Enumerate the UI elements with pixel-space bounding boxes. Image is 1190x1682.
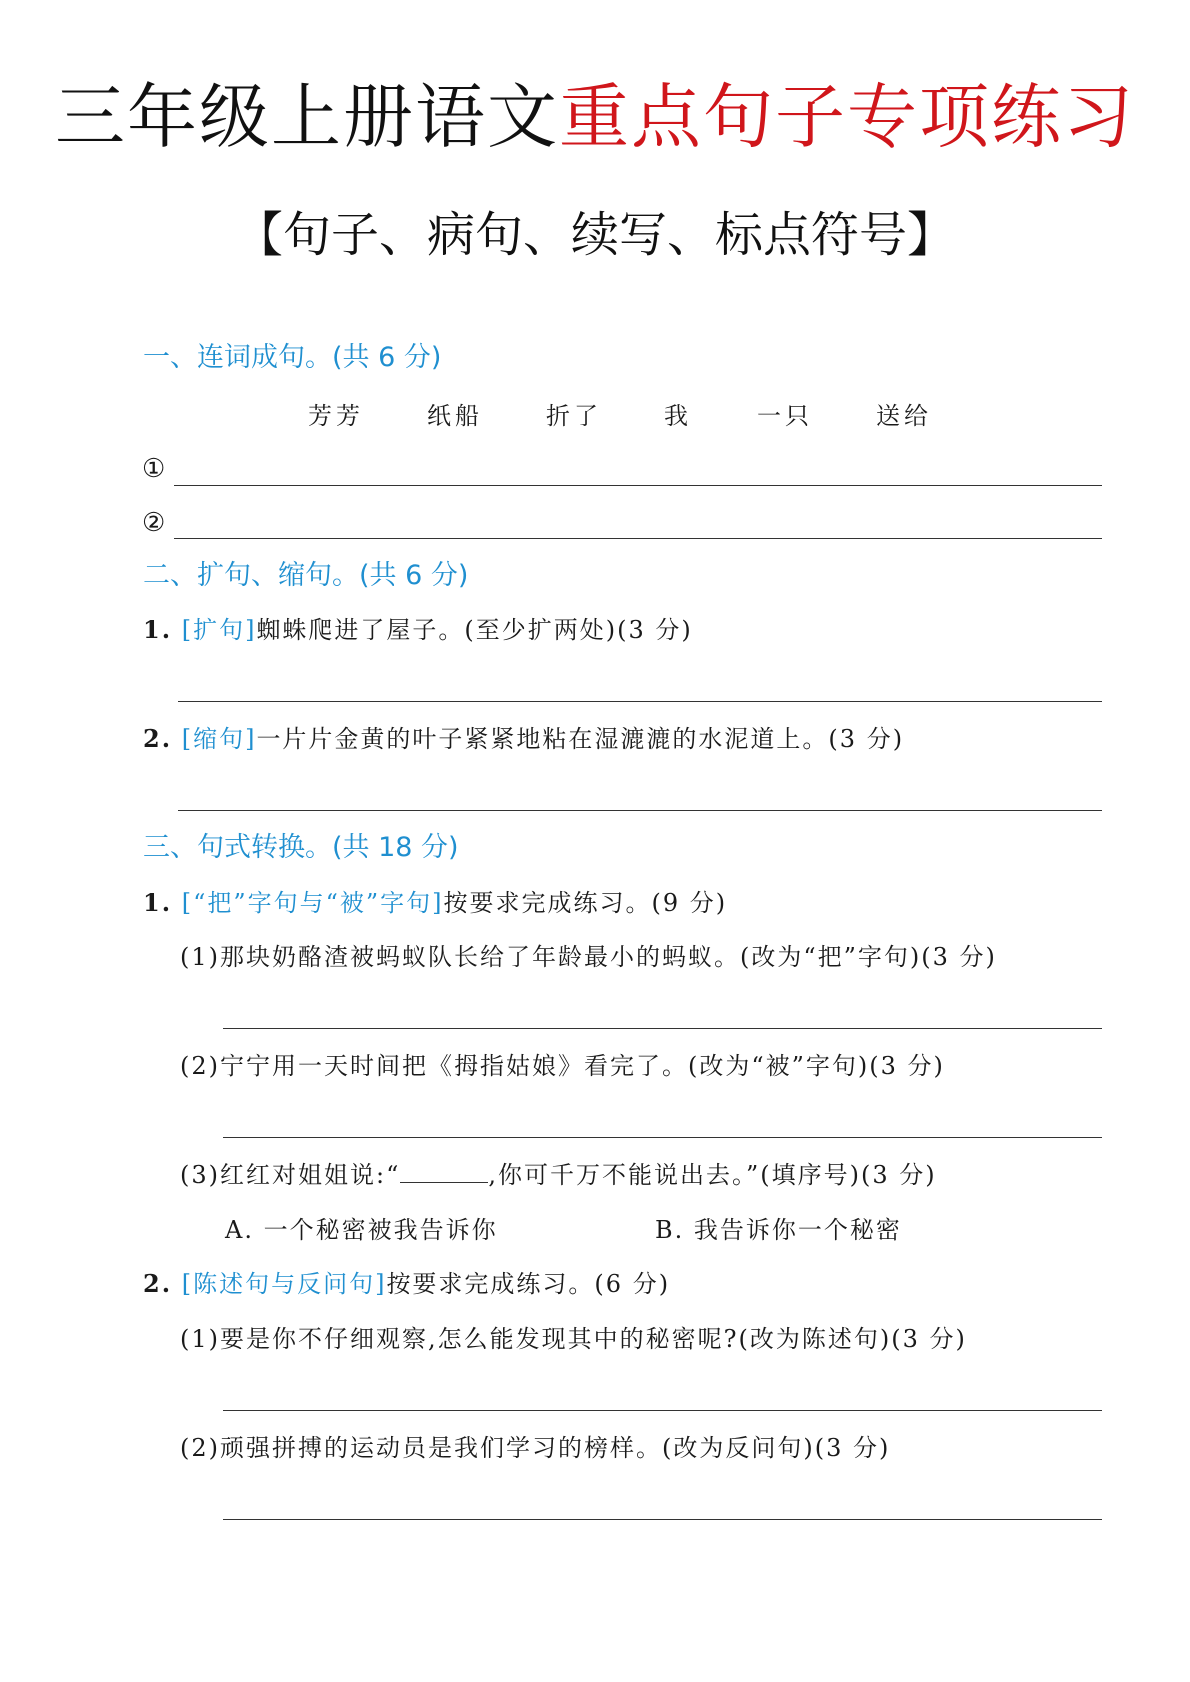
sub-question: (2)宁宁用一天时间把《拇指姑娘》看完了。(改为“被”字句)(3 分) xyxy=(180,1052,945,1080)
fill-in-blank[interactable] xyxy=(400,1158,488,1183)
question-expand xyxy=(143,613,693,647)
section2-heading: 二、扩句、缩句。(共 6 分) xyxy=(143,560,469,591)
sub-question: (1)要是你不仔细观察,怎么能发现其中的秘密呢?(改为陈述句)(3 分) xyxy=(180,1325,967,1353)
question-number: 2. xyxy=(143,1269,173,1298)
question-tag: [缩句] xyxy=(181,725,257,753)
question-text: 按要求完成练习。(9 分) xyxy=(443,889,728,917)
title-grade-part: 三年级上册语文 xyxy=(55,76,559,158)
answer-line[interactable] xyxy=(223,1137,1102,1138)
answer-line[interactable] xyxy=(223,1028,1102,1029)
sub-question: (1)那块奶酪渣被蚂蚁队长给了年龄最小的蚂蚁。(改为“把”字句)(3 分) xyxy=(180,943,997,971)
word-card: 纸船 xyxy=(427,402,483,430)
answer-number: ① xyxy=(142,454,168,484)
question-number: 2. xyxy=(143,724,173,753)
question-tag: [“把”字句与“被”字句] xyxy=(181,889,444,917)
title-topic-part: 重点句子专项练习 xyxy=(559,76,1135,158)
option-a[interactable]: A. 一个秘密被我告诉你 xyxy=(225,1216,498,1244)
word-card: 折了 xyxy=(546,402,602,430)
sub-question-prefix: (3)红红对姐姐说:“ xyxy=(180,1161,401,1189)
question-tag: [陈述句与反问句] xyxy=(181,1270,387,1298)
sub-question: (2)顽强拼搏的运动员是我们学习的榜样。(改为反问句)(3 分) xyxy=(180,1434,891,1462)
question-ba-bei xyxy=(143,886,727,920)
answer-line[interactable] xyxy=(223,1410,1102,1411)
question-statement-rhetorical xyxy=(143,1267,670,1301)
page-title xyxy=(0,72,1190,162)
question-text: 一片片金黄的叶子紧紧地粘在湿漉漉的水泥道上。(3 分) xyxy=(256,725,905,753)
section1-heading: 一、连词成句。(共 6 分) xyxy=(143,342,442,373)
question-condense xyxy=(143,722,904,756)
question-tag: [扩句] xyxy=(181,616,257,644)
word-card: 一只 xyxy=(757,402,813,430)
question-text: 蜘蛛爬进了屋子。(至少扩两处)(3 分) xyxy=(256,616,693,644)
answer-line[interactable] xyxy=(174,538,1102,539)
word-card: 送给 xyxy=(876,402,932,430)
answer-line[interactable] xyxy=(178,810,1102,811)
section3-heading: 三、句式转换。(共 18 分) xyxy=(143,832,459,863)
answer-line[interactable] xyxy=(223,1519,1102,1520)
question-number: 1. xyxy=(143,888,173,917)
option-b[interactable]: B. 我告诉你一个秘密 xyxy=(655,1216,902,1244)
answer-line[interactable] xyxy=(174,485,1102,486)
answer-line[interactable] xyxy=(178,701,1102,702)
word-card: 我 xyxy=(664,402,692,430)
page-subtitle: 【句子、病句、续写、标点符号】 xyxy=(234,207,955,263)
answer-number: ② xyxy=(142,508,168,538)
question-text: 按要求完成练习。(6 分) xyxy=(386,1270,671,1298)
question-number: 1. xyxy=(143,615,173,644)
sub-question-fill-blank xyxy=(180,1158,937,1192)
word-card: 芳芳 xyxy=(308,402,364,430)
sub-question-suffix: ,你可千万不能说出去。”(填序号)(3 分) xyxy=(488,1161,937,1189)
